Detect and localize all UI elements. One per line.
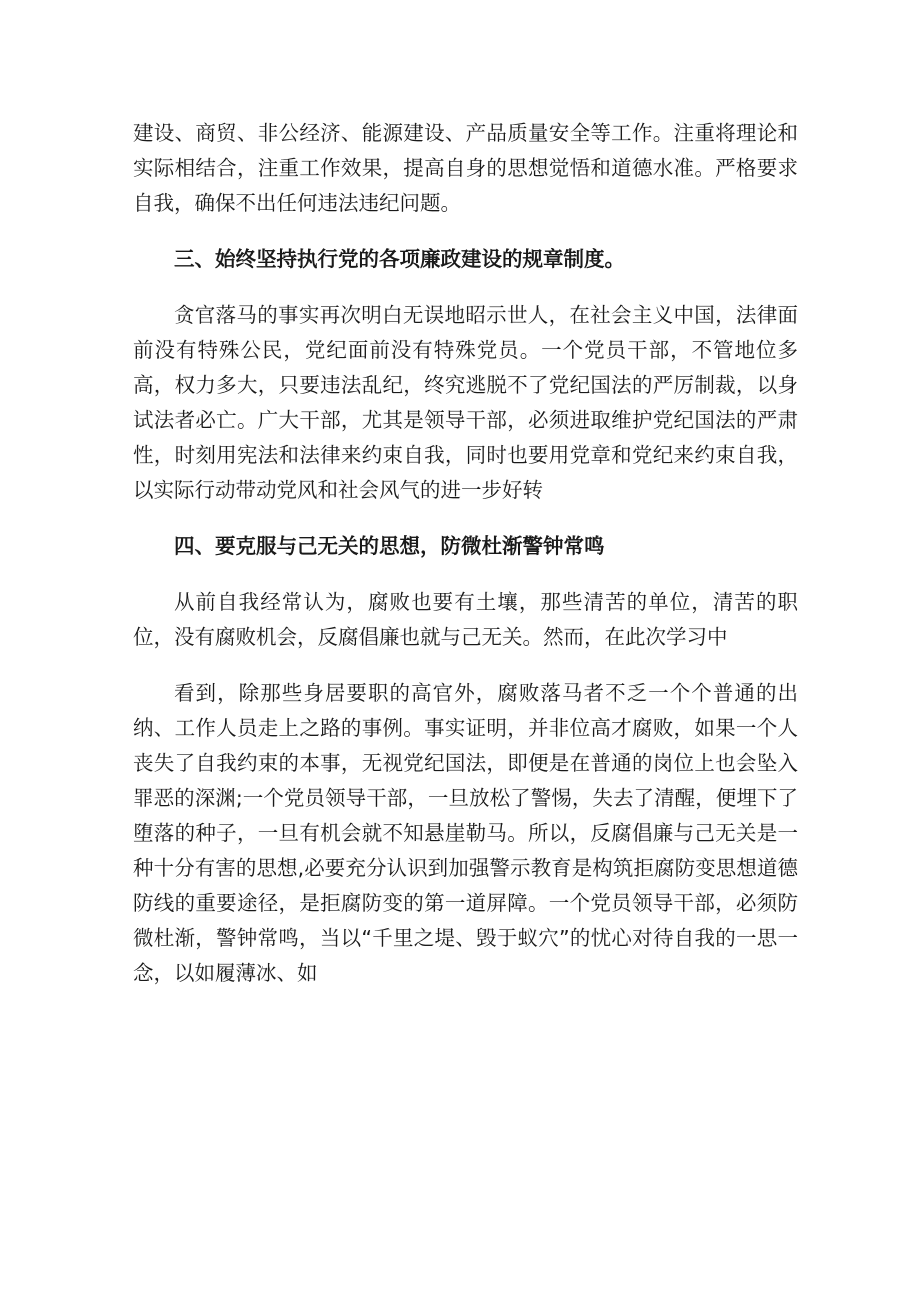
paragraph-continuation: 建设、商贸、非公经济、能源建设、产品质量安全等工作。注重将理论和实际相结合，注重工作效果，提高自身的思想觉悟和道德水准。严格要求自我，确保不出任何违法违纪问题。 [133, 121, 798, 215]
paragraph-section-four-body: 看到，除那些身居要职的高官外，腐败落马者不乏一个个普通的出纳、工作人员走上之路的事例。事实证明，并非位高才腐败，如果一个人丧失了自我约束的本事，无视党纪国法，即便是在普通的岗位上也会坠入罪恶的深渊;一个党员领导干部，一旦放松了警惕，失去了清醒，便埋下了堕落的种子，一旦有机会就不知悬崖勒马。所以，反腐倡廉与己无关是一种十分有害的思想,必要充分认识到加强警示教育是构筑拒腐防变思想道德防线的重要途径，是拒腐防变的第一道屏障。一个党员领导干部，必须防微杜渐，警钟常鸣，当以“千里之堤、毁于蚁穴”的忧心对待自我的一思一念，以如履薄冰、如 [133, 681, 798, 985]
paragraph-section-four-intro: 从前自我经常认为，腐败也要有土壤，那些清苦的单位，清苦的职位，没有腐败机会，反腐倡廉也就与己无关。然而，在此次学习中 [133, 590, 798, 649]
document-body [133, 116, 798, 1012]
paragraph-section-three: 贪官落马的事实再次明白无误地昭示世人，在社会主义中国，法律面前没有特殊公民，党纪面前没有特殊党员。一个党员干部，不管地位多高，权力多大，只要违法乱纪，终究逃脱不了党纪国法的严厉制裁，以身试法者必亡。广大干部，尤其是领导干部，必须进取维护党纪国法的严肃性，时刻用宪法和法律来约束自我，同时也要用党章和党纪来约束自我，以实际行动带动党风和社会风气的进一步好转 [133, 303, 798, 502]
section-heading-four: 四、要克服与己无关的思想，防微杜渐警钟常鸣 [174, 534, 605, 558]
section-heading-three: 三、始终坚持执行党的各项廉政建设的规章制度。 [174, 247, 625, 271]
